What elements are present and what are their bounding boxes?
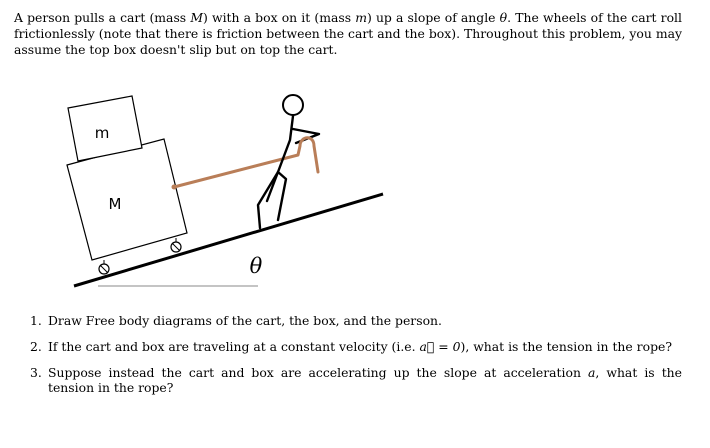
question-text: Draw Free body diagrams of the cart, the box, and the person. <box>48 313 442 328</box>
person-arm <box>293 129 319 143</box>
intro-text-4: . The wheels of the cart roll frictionlessly (note that there is friction between the cart and the box). Throughout this problem, you may assume the top box doesn't slip but on top the cart. <box>14 10 682 57</box>
rope-attachment <box>172 185 177 190</box>
acceleration-equation: a⃗ = 0 <box>419 339 461 354</box>
cart-wheel-front <box>171 238 181 252</box>
incline-diagram <box>60 88 400 303</box>
question-text: If the cart and box are traveling at a constant velocity (i.e. <box>48 339 420 354</box>
acceleration-symbol: a <box>587 365 596 380</box>
box-mass-symbol: m <box>355 10 367 25</box>
question-number: 2. <box>30 339 42 354</box>
question-item-1 <box>30 313 682 328</box>
question-item-2 <box>30 339 682 354</box>
intro-text-3: ) up a slope of angle <box>366 10 500 25</box>
question-text: , what is the tension in the rope? <box>48 365 682 395</box>
question-text: ), what is the tension in the rope? <box>460 339 672 354</box>
cart-mass-label: M <box>108 195 122 213</box>
rope-hand-loop <box>298 138 318 172</box>
question-number: 1. <box>30 313 42 328</box>
person-head <box>283 95 303 115</box>
cart-wheel-rear <box>99 260 109 274</box>
intro-text-1: A person pulls a cart (mass <box>14 10 191 25</box>
question-text: Suppose instead the cart and box are accelerating up the slope at acceleration <box>48 365 588 380</box>
question-number: 3. <box>30 365 42 380</box>
question-item-3 <box>30 365 682 395</box>
box-mass-label: m <box>94 124 110 142</box>
question-list <box>30 313 682 406</box>
cart-mass-symbol: M <box>190 10 203 25</box>
person-leg-front <box>278 172 286 220</box>
intro-text-2: ) with a box on it (mass <box>203 10 356 25</box>
angle-symbol: θ <box>499 10 508 25</box>
angle-label: θ <box>249 254 263 278</box>
problem-statement <box>14 10 682 58</box>
